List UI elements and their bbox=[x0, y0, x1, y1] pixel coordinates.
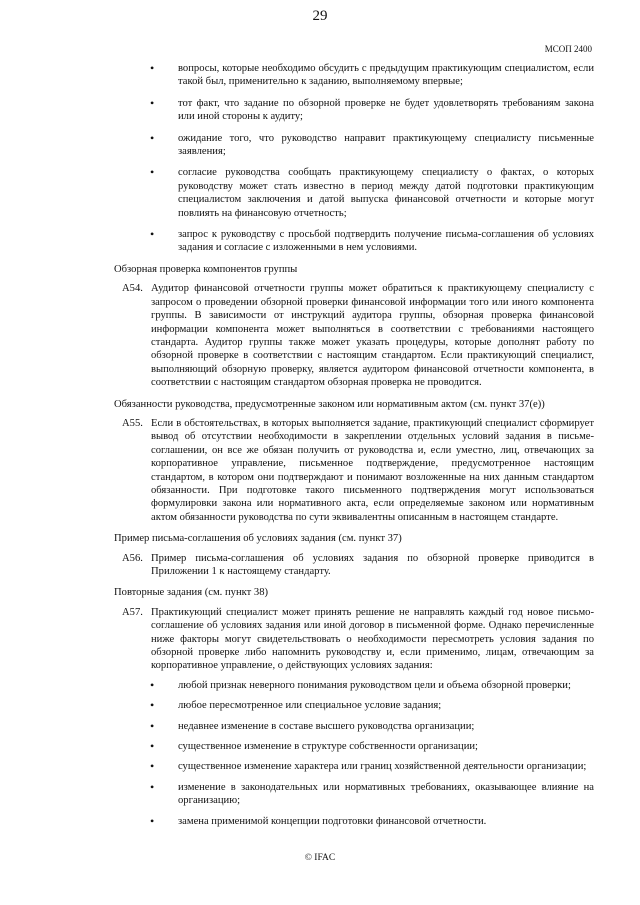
list-item-text: существенное изменение в структуре собственности организации; bbox=[178, 741, 478, 753]
paragraph-text: Если в обстоятельствах, в которых выполняется задание, практикующий специалист сформирует вывод об отсутствии необходимости в закреплении отдельных условий задания в письме-соглашении, он все же обязан получить от руководства и, если уместно, лиц, отвечающих за корпоративное управление, письменное подтверждение, предусмотренное настоящим стандартом, в котором они подтверждают и понимают возложенные на них данным стандартом обязанности. При подготовке такого письменного подтверждения могут использоваться формулировки закона или нормативного акта, если определяемые законом или нормативным актом обязанности руководства по сути эквивалентны описанным в настоящем стандарте. bbox=[151, 417, 594, 523]
section-heading: Повторные задания (см. пункт 38) bbox=[114, 587, 269, 599]
page-number: 29 bbox=[312, 8, 328, 24]
bullet-icon: • bbox=[150, 779, 155, 794]
a57-bullet-list bbox=[116, 679, 594, 828]
list-item bbox=[116, 815, 594, 828]
document-body bbox=[116, 62, 594, 835]
list-item bbox=[116, 166, 594, 220]
bullet-icon: • bbox=[150, 677, 155, 692]
list-item bbox=[116, 132, 594, 159]
list-item bbox=[116, 97, 594, 124]
footer-copyright: © IFAC bbox=[304, 853, 336, 863]
list-item-text: существенное изменение характера или границ хозяйственной деятельности организации; bbox=[178, 761, 587, 773]
bullet-icon: • bbox=[150, 61, 155, 75]
paragraph-number: A57. bbox=[122, 606, 143, 618]
paragraph-a57 bbox=[116, 606, 594, 673]
list-item-text: любой признак неверного понимания руководством цели и объема обзорной проверки; bbox=[178, 679, 571, 691]
paragraph-text: Пример письма-соглашения об условиях задания по обзорной проверке приводится в Приложении 1 к настоящему стандарту. bbox=[151, 552, 594, 577]
document-code: МСОП 2400 bbox=[544, 44, 592, 54]
list-item-text: тот факт, что задание по обзорной проверке не будет удовлетворять требованиям закона или иной стороны к аудиту; bbox=[178, 97, 594, 123]
list-item bbox=[116, 760, 594, 773]
section-heading: Обзорная проверка компонентов группы bbox=[114, 263, 298, 275]
list-item bbox=[116, 62, 594, 89]
list-item-text: изменение в законодательных или нормативных требованиях, оказывающее влияние на организацию; bbox=[178, 781, 594, 807]
paragraph-text: Практикующий специалист может принять решение не направлять каждый год новое письмо-соглашение об условиях задания или иной договор в письменной форме. Однако перечисленные ниже факторы могут свидетельствовать о необходимости пересмотреть условия задания по обзорной проверке либо напомнить руководству и, если применимо, лицам, отвечающим за корпоративное управление, о действующих условиях задания: bbox=[151, 606, 594, 672]
list-item bbox=[116, 740, 594, 753]
list-item-text: вопросы, которые необходимо обсудить с предыдущим практикующим специалистом, если такой был, применительно к заданию, выполняемому впервые; bbox=[178, 63, 594, 88]
intro-bullet-list bbox=[116, 62, 594, 255]
bullet-icon: • bbox=[150, 739, 155, 754]
bullet-icon: • bbox=[150, 718, 155, 733]
paragraph-a56 bbox=[116, 552, 594, 579]
list-item-text: ожидание того, что руководство направит практикующему специалисту письменные заявления; bbox=[178, 132, 594, 158]
bullet-icon: • bbox=[150, 165, 155, 180]
paragraph-a54 bbox=[116, 282, 594, 389]
list-item bbox=[116, 720, 594, 733]
list-item-text: запрос к руководству с просьбой подтвердить получение письма-соглашения об условиях задания и согласие с изложенными в нем условиями. bbox=[178, 229, 594, 254]
section-heading: Пример письма-соглашения об условиях задания (см. пункт 37) bbox=[114, 533, 402, 545]
list-item bbox=[116, 699, 594, 712]
paragraph-number: A55. bbox=[122, 417, 143, 429]
list-item-text: недавнее изменение в составе высшего руководства организации; bbox=[178, 720, 475, 732]
bullet-icon: • bbox=[150, 130, 155, 145]
bullet-icon: • bbox=[150, 759, 155, 774]
list-item-text: согласие руководства сообщать практикующему специалисту о фактах, о которых руководству может стать известно в период между датой подготовки практикующим специалистом заключения и датой выпуска финансовой отчетности и которые могут повлиять на финансовую отчетность; bbox=[178, 167, 594, 219]
section-heading: Обязанности руководства, предусмотренные законом или нормативным актом (см. пункт 37(е)) bbox=[114, 398, 545, 410]
list-item bbox=[116, 228, 594, 255]
list-item-text: любое пересмотренное или специальное условие задания; bbox=[178, 700, 442, 712]
bullet-icon: • bbox=[150, 698, 155, 713]
bullet-icon: • bbox=[150, 95, 155, 110]
paragraph-text: Аудитор финансовой отчетности группы может обратиться к практикующему специалисту с запросом о проведении обзорной проверки финансовой информации того или иного компонента группы. В зависимости от инструкций аудитора группы, обзорная проверка финансовой информации компонента может выполняться в соответствии с требованиями настоящего стандарта. Аудитор группы также может указать процедуры, которые дополнят работу по обзорной проверке в соответствии с настоящим стандартом. Если практикующий специалист, выполняющий обзорную проверку, является аудитором финансовой отчетности компонента, в соответствии с настоящим стандартом обзорная проверка не проводится. bbox=[151, 283, 594, 389]
paragraph-a55 bbox=[116, 417, 594, 524]
list-item bbox=[116, 679, 594, 692]
list-item bbox=[116, 781, 594, 808]
paragraph-number: A54. bbox=[122, 283, 143, 295]
bullet-icon: • bbox=[150, 813, 155, 828]
list-item-text: замена применимой концепции подготовки финансовой отчетности. bbox=[178, 815, 487, 827]
bullet-icon: • bbox=[150, 227, 155, 242]
paragraph-number: A56. bbox=[122, 552, 143, 564]
